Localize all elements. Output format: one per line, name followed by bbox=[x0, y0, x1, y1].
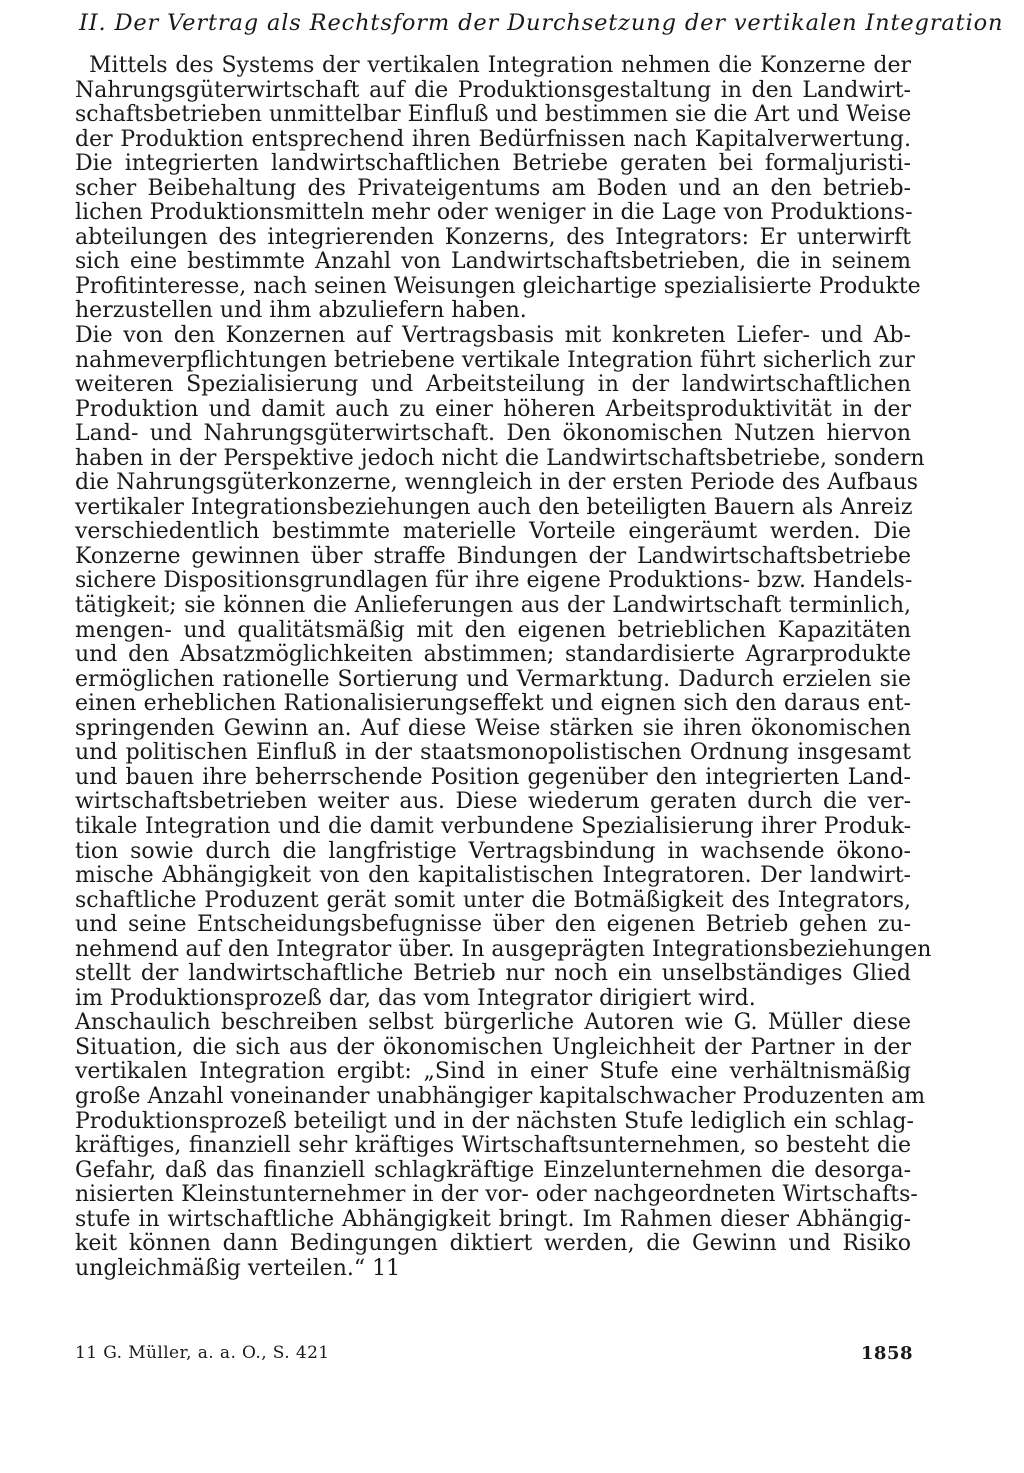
running-head: II. Der Vertrag als Rechtsform der Durchsetzung der vertikalen Integration bbox=[79, 10, 1004, 36]
text-line: Konzerne gewinnen über straffe Bindungen der Landwirtschaftsbetriebe bbox=[75, 543, 911, 569]
text-line: Land- und Nahrungsgüterwirtschaft. Den ökonomischen Nutzen hiervon bbox=[75, 421, 911, 447]
text-line: stellt der landwirtschaftliche Betrieb nur noch ein unselbständiges Glied bbox=[75, 961, 911, 987]
text-line: und bauen ihre beherrschende Position gegenüber den integrierten Land- bbox=[75, 764, 911, 790]
text-line: Mittels des Systems der vertikalen Integration nehmen die Konzerne der bbox=[89, 53, 911, 78]
text-line: einen erheblichen Rationalisierungseffekt und eignen sich den daraus ent- bbox=[75, 691, 911, 717]
text-line: und den Absatzmöglichkeiten abstimmen; standardisierte Agrarprodukte bbox=[75, 642, 911, 668]
text-line: Produktion und damit auch zu einer höheren Arbeitsproduktivität in der bbox=[75, 396, 911, 422]
paragraph-3 bbox=[75, 1010, 926, 1281]
text-line: Produktionsprozeß beteiligt und in der nächsten Stufe lediglich ein schlag- bbox=[75, 1108, 914, 1134]
text-line: sichere Dispositionsgrundlagen für ihre eigene Produktions- bzw. Handels- bbox=[75, 568, 913, 594]
text-line: verschiedentlich bestimmte materielle Vorteile eingeräumt werden. Die bbox=[75, 519, 911, 545]
text-line: Situation, die sich aus der ökonomischen Ungleichheit der Partner in der bbox=[75, 1034, 911, 1060]
text-line: tion sowie durch die langfristige Vertragsbindung in wachsende ökono- bbox=[75, 838, 911, 864]
text-line: ermöglichen rationelle Sortierung und Vermarktung. Dadurch erzielen sie bbox=[75, 666, 911, 692]
text-line: nehmend auf den Integrator über. In ausgeprägten Integrationsbeziehungen bbox=[75, 936, 932, 962]
text-line: vertikaler Integrationsbeziehungen auch den beteiligten Bauern als Anreiz bbox=[75, 494, 913, 520]
paragraph-2 bbox=[75, 323, 932, 1011]
text-line: sich eine bestimmte Anzahl von Landwirtschaftsbetrieben, die in seinem bbox=[75, 249, 911, 275]
text-line: mische Abhängigkeit von den kapitalistischen Integratoren. Der landwirt- bbox=[75, 863, 911, 889]
text-line: kräftiges, finanziell sehr kräftiges Wirtschaftsunternehmen, so besteht die bbox=[75, 1133, 911, 1159]
text-line: Gefahr, daß das finanziell schlagkräftige Einzelunternehmen die desorga- bbox=[75, 1157, 911, 1183]
text-line: keit können dann Bedingungen diktiert werden, die Gewinn und Risiko bbox=[75, 1231, 911, 1257]
page-number: 1858 bbox=[860, 1343, 913, 1364]
text-line: tätigkeit; sie können die Anlieferungen aus der Landwirtschaft terminlich, bbox=[75, 593, 911, 619]
text-line: wirtschaftsbetrieben weiter aus. Diese wiederum geraten durch die ver- bbox=[75, 789, 911, 815]
text-line: vertikalen Integration ergibt: „Sind in einer Stufe eine verhältnismäßig bbox=[75, 1059, 911, 1085]
text-line: ungleichmäßig verteilen.“ 11 bbox=[75, 1255, 401, 1281]
paragraph-1 bbox=[75, 53, 921, 324]
body-text bbox=[75, 53, 932, 1281]
text-line: stufe in wirtschaftliche Abhängigkeit bringt. Im Rahmen dieser Abhängig- bbox=[75, 1206, 911, 1232]
text-line: herzustellen und ihm abzuliefern haben. bbox=[75, 298, 527, 324]
text-line: tikale Integration und die damit verbundene Spezialisierung ihrer Produk- bbox=[75, 813, 911, 839]
text-line: Die von den Konzernen auf Vertragsbasis mit konkreten Liefer- und Ab- bbox=[75, 323, 911, 349]
text-line: Profitinteresse, nach seinen Weisungen gleichartige spezialisierte Produkte bbox=[75, 273, 921, 299]
text-line: schaftsbetrieben unmittelbar Einfluß und bestimmen sie die Art und Weise bbox=[75, 102, 912, 128]
text-line: lichen Produktionsmitteln mehr oder weniger in die Lage von Produktions- bbox=[75, 200, 913, 226]
text-line: große Anzahl voneinander unabhängiger kapitalschwacher Produzenten am bbox=[75, 1083, 926, 1109]
text-line: weiteren Spezialisierung und Arbeitsteilung in der landwirtschaftlichen bbox=[75, 372, 911, 398]
text-line: haben in der Perspektive jedoch nicht die Landwirtschaftsbetriebe, sondern bbox=[75, 445, 925, 471]
text-line: springenden Gewinn an. Auf diese Weise stärken sie ihren ökonomischen bbox=[75, 715, 911, 741]
text-line: und politischen Einfluß in der staatsmonopolistischen Ordnung insgesamt bbox=[75, 740, 911, 766]
text-line: schaftliche Produzent gerät somit unter die Botmäßigkeit des Integrators, bbox=[75, 887, 911, 913]
text-line: abteilungen des integrierenden Konzerns, des Integrators: Er unterwirft bbox=[75, 224, 911, 250]
text-line: scher Beibehaltung des Privateigentums am Boden und an den betrieb- bbox=[75, 175, 911, 201]
text-line: mengen- und qualitätsmäßig mit den eigenen betrieblichen Kapazitäten bbox=[75, 617, 911, 643]
footnote: 11 G. Müller, a. a. O., S. 421 bbox=[75, 1343, 330, 1363]
text-line: nisierten Kleinstunternehmer in der vor- oder nachgeordneten Wirtschafts- bbox=[75, 1182, 918, 1208]
text-line: im Produktionsprozeß dar, das vom Integrator dirigiert wird. bbox=[75, 985, 756, 1011]
text-line: Nahrungsgüterwirtschaft auf die Produktionsgestaltung in den Landwirt- bbox=[75, 77, 911, 103]
text-line: nahmeverpflichtungen betriebene vertikale Integration führt sicherlich zur bbox=[75, 347, 915, 373]
text-line: Die integrierten landwirtschaftlichen Betriebe geraten bei formaljuristi- bbox=[75, 151, 911, 177]
text-line: die Nahrungsgüterkonzerne, wenngleich in der ersten Periode des Aufbaus bbox=[75, 470, 919, 496]
text-line: und seine Entscheidungsbefugnisse über den eigenen Betrieb gehen zu- bbox=[75, 912, 911, 938]
text-line: Anschaulich beschreiben selbst bürgerliche Autoren wie G. Müller diese bbox=[75, 1010, 911, 1036]
text-line: der Produktion entsprechend ihren Bedürfnissen nach Kapitalverwertung. bbox=[75, 126, 911, 152]
